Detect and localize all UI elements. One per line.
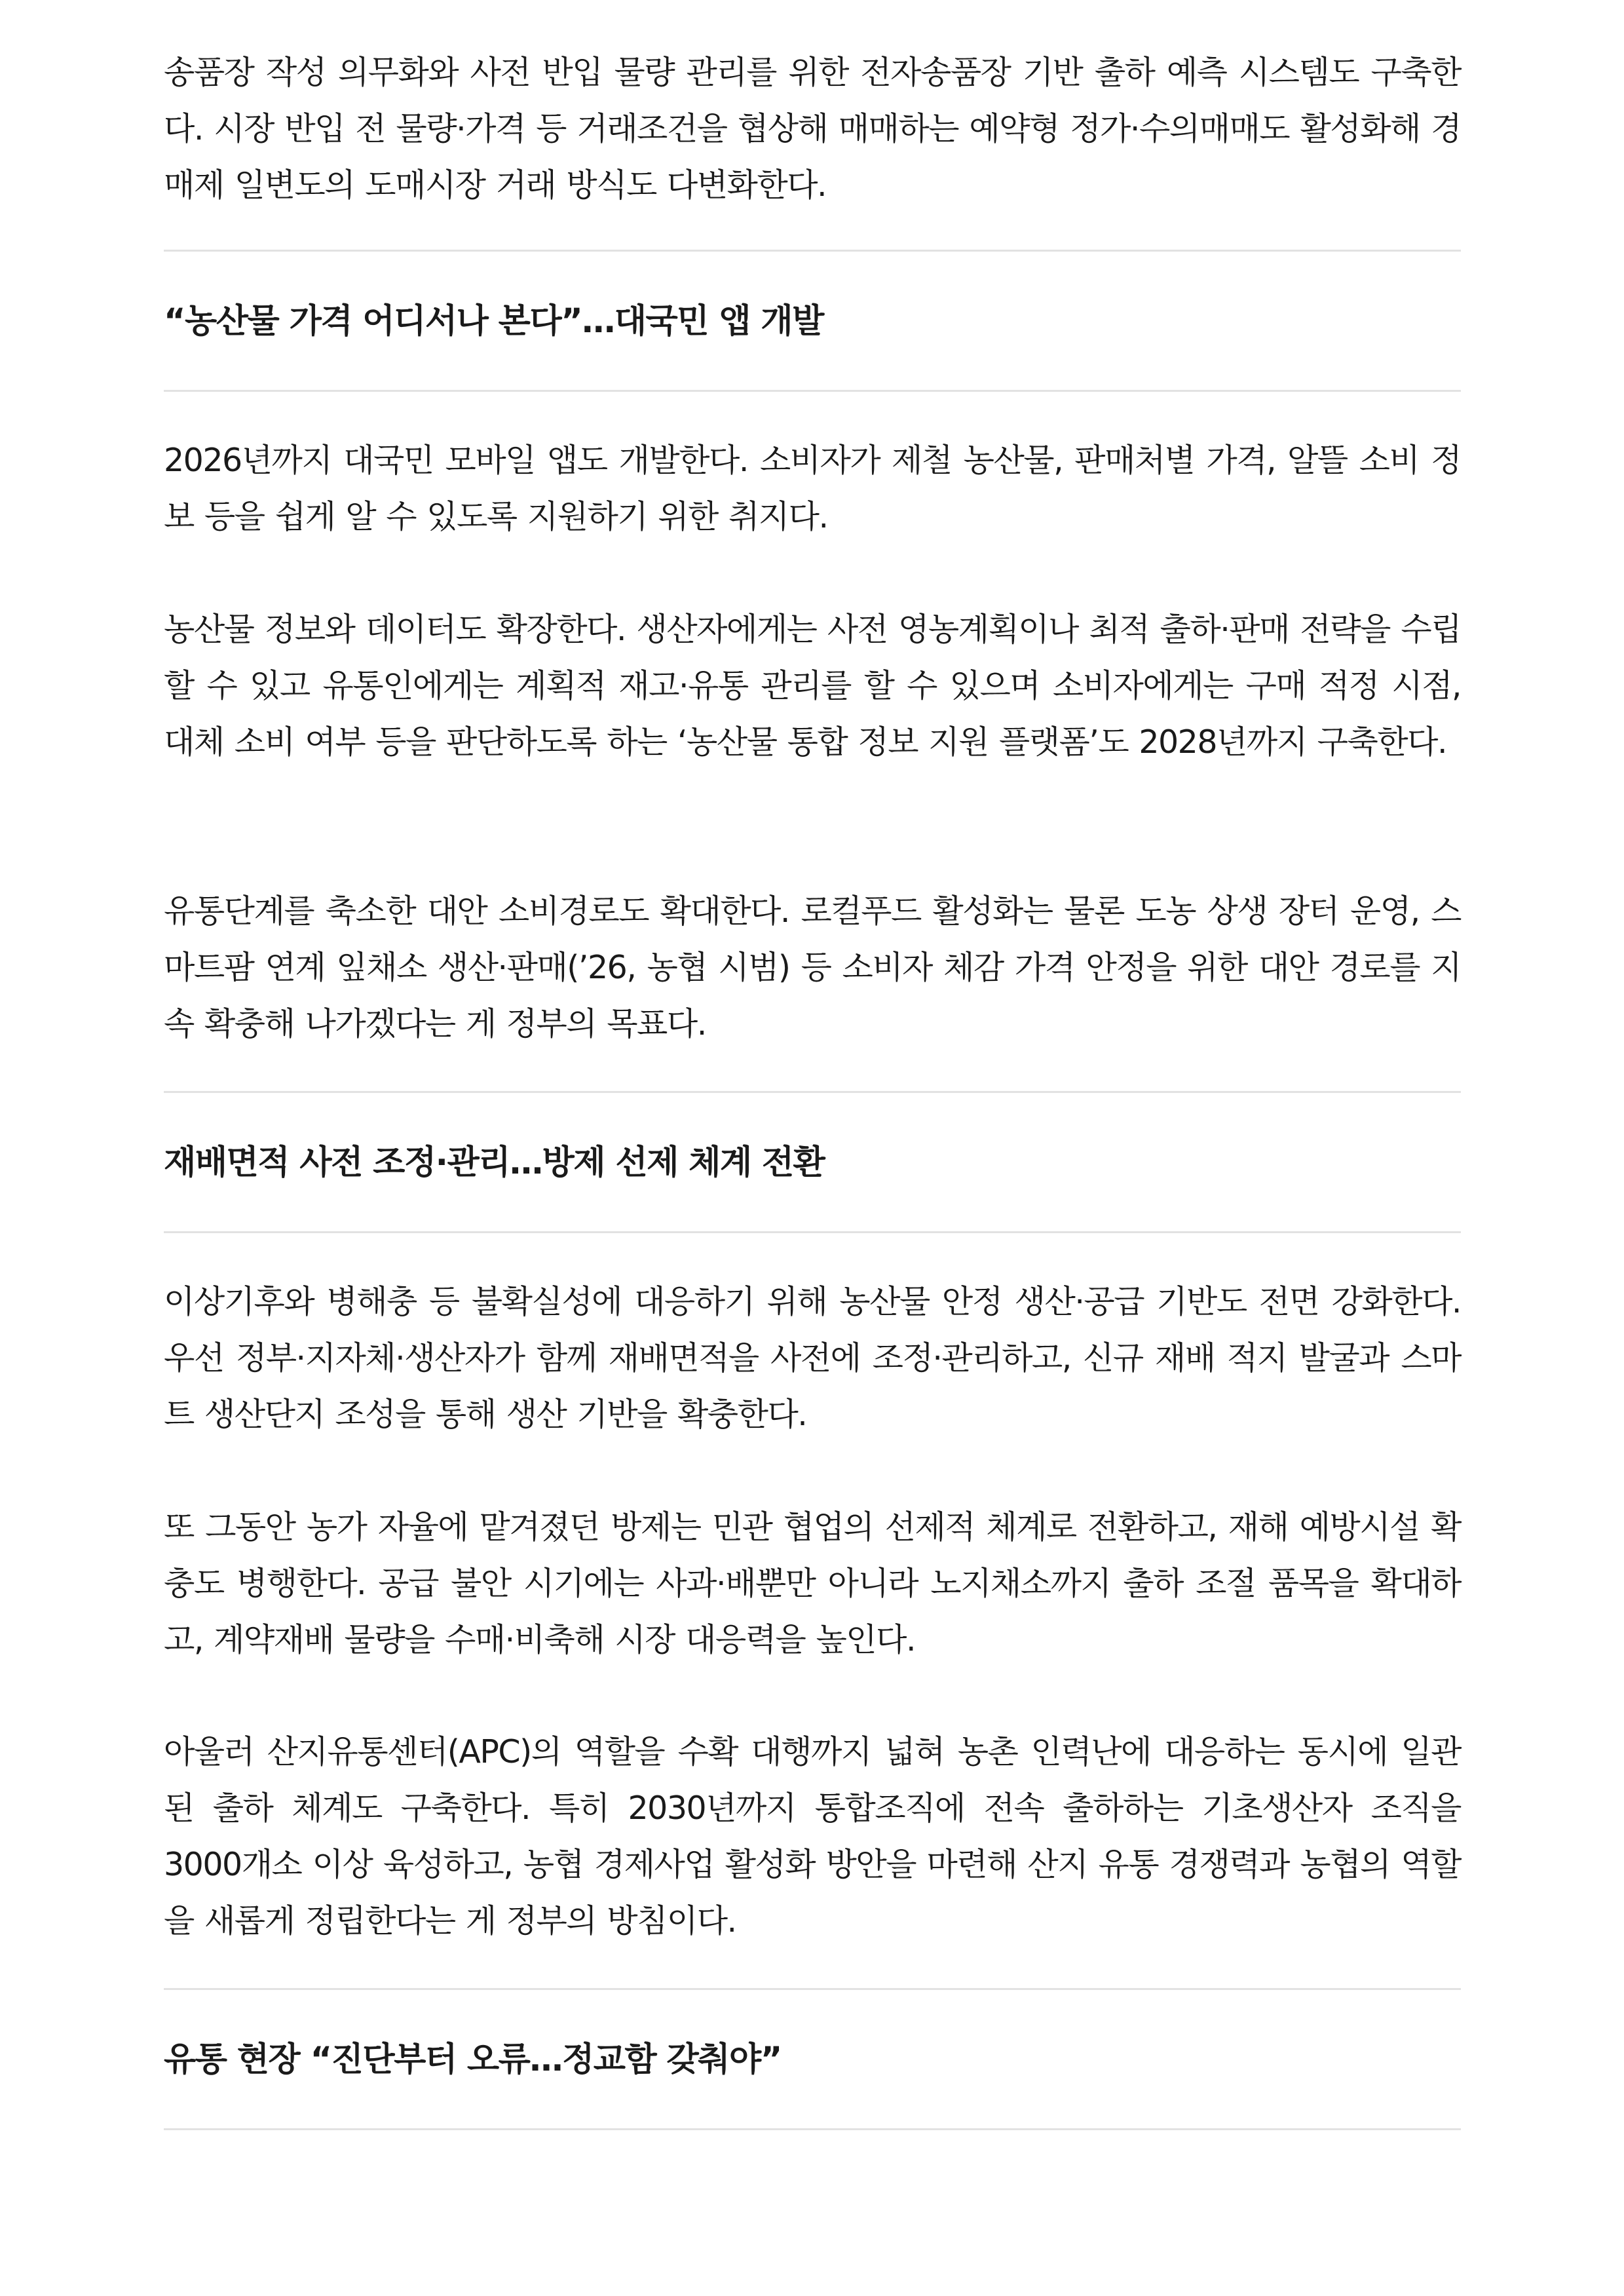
article-paragraph: 농산물 정보와 데이터도 확장한다. 생산자에게는 사전 영농계획이나 최적 출하·판매 전략을 수립할 수 있고 유통인에게는 계획적 재고·유통 관리를 할 수 있으며 소비자에게는 구매 적정 시점, 대체 소비 여부 등을 판단하도록 하는 ‘농산물 통합 정보 지원 플랫폼’도 2028년까지 구축한다. [164,611,1461,761]
article-paragraph: 또 그동안 농가 자율에 맡겨졌던 방제는 민관 협업의 선제적 체계로 전환하고, 재해 예방시설 확충도 병행한다. 공급 불안 시기에는 사과·배뿐만 아니라 노지채소까지 출하 조절 품목을 확대하고, 계약재배 물량을 수매·비축해 시장 대응력을 높인다. [164,1508,1461,1658]
section-heading: “농산물 가격 어디서나 본다”…대국민 앱 개발 [164,302,823,341]
article-paragraph: 아울러 산지유통센터(APC)의 역할을 수확 대행까지 넓혀 농촌 인력난에 대응하는 동시에 일관된 출하 체계도 구축한다. 특히 2030년까지 통합조직에 전속 출하하는 기초생산자 조직을 3000개소 이상 육성하고, 농협 경제사업 활성화 방안을 마련해 산지 유통 경쟁력과 농협의 역할을 새롭게 정립한다는 게 정부의 방침이다. [164,1733,1461,1940]
section-heading: 재배면적 사전 조정·관리…방제 선제 체계 전환 [164,1143,825,1182]
article-paragraph: 이상기후와 병해충 등 불확실성에 대응하기 위해 농산물 안정 생산·공급 기반도 전면 강화한다. 우선 정부·지자체·생산자가 함께 재배면적을 사전에 조정·관리하고, 신규 재배 적지 발굴과 스마트 생산단지 조성을 통해 생산 기반을 확충한다. [164,1283,1461,1433]
section-divider [164,1091,1461,1093]
section-divider [164,1231,1461,1233]
section-divider [164,1988,1461,1990]
section-heading: 유통 현장 “진단부터 오류…정교함 갖춰야” [164,2040,782,2079]
article-paragraph: 2026년까지 대국민 모바일 앱도 개발한다. 소비자가 제철 농산물, 판매처별 가격, 알뜰 소비 정보 등을 쉽게 알 수 있도록 지원하기 위한 취지다. [164,442,1461,535]
section-divider [164,390,1461,392]
article-paragraph: 유통단계를 축소한 대안 소비경로도 확대한다. 로컬푸드 활성화는 물론 도농 상생 장터 운영, 스마트팜 연계 잎채소 생산·판매(’26, 농협 시범) 등 소비자 체감 가격 안정을 위한 대안 경로를 지속 확충해 나가겠다는 게 정부의 목표다. [164,892,1461,1043]
article-paragraph: 송품장 작성 의무화와 사전 반입 물량 관리를 위한 전자송품장 기반 출하 예측 시스템도 구축한다. 시장 반입 전 물량·가격 등 거래조건을 협상해 매매하는 예약형 정가·수의매매도 활성화해 경매제 일변도의 도매시장 거래 방식도 다변화한다. [164,54,1461,204]
section-divider [164,2128,1461,2130]
section-divider [164,250,1461,252]
